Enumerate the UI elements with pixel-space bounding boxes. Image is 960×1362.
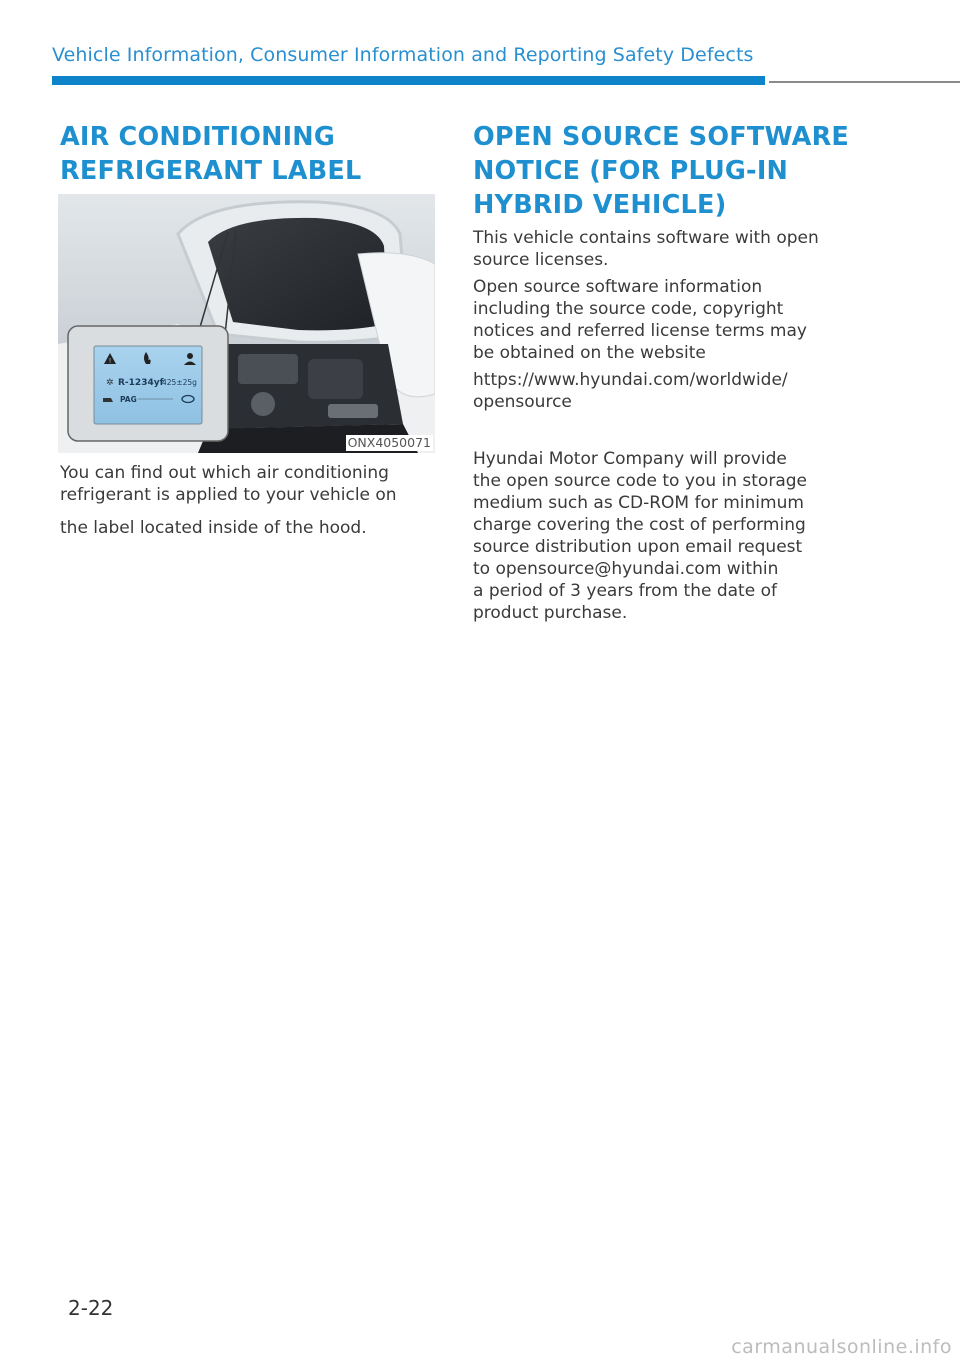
heading-line: REFRIGERANT LABEL xyxy=(60,156,362,186)
text-line: Hyundai Motor Company will provide xyxy=(473,449,787,469)
text-line: a period of 3 years from the date of xyxy=(473,581,777,601)
watermark: carmanualsonline.info xyxy=(731,1336,952,1358)
heading-line: AIR CONDITIONING xyxy=(60,122,335,152)
text-line: This vehicle contains software with open xyxy=(473,228,819,248)
heading-line: NOTICE (FOR PLUG-IN xyxy=(473,156,789,186)
text-line: to opensource@hyundai.com within xyxy=(473,559,779,579)
figure-code: ONX4050071 xyxy=(347,435,431,450)
engine-bay-illustration xyxy=(58,194,435,453)
text-line: medium such as CD-ROM for minimum xyxy=(473,493,804,513)
text-line: be obtained on the website xyxy=(473,343,706,363)
text-line: the label located inside of the hood. xyxy=(60,518,367,538)
text-line: refrigerant is applied to your vehicle on xyxy=(60,485,397,505)
text-line: the open source code to you in storage xyxy=(473,471,807,491)
label-amount: 425±25g xyxy=(162,378,197,387)
text-line: source licenses. xyxy=(473,250,609,270)
page-number: 2-22 xyxy=(68,1296,114,1320)
paragraph xyxy=(473,227,853,271)
paragraph xyxy=(473,276,853,364)
section-heading-open-source xyxy=(473,120,849,222)
text-line: charge covering the cost of performing xyxy=(473,515,806,535)
hood-label-figure xyxy=(58,194,435,453)
paragraph xyxy=(473,448,853,624)
label-oil: PAG xyxy=(120,395,137,404)
text-line: opensource xyxy=(473,392,572,412)
svg-text:✲: ✲ xyxy=(106,378,114,388)
header-bar xyxy=(52,76,765,85)
section-heading-ac-label xyxy=(60,120,361,188)
text-line: source distribution upon email request xyxy=(473,537,803,557)
text-line: including the source code, copyright xyxy=(473,299,784,319)
svg-text:!: ! xyxy=(108,357,112,365)
text-line: You can find out which air conditioning xyxy=(60,463,389,483)
text-line: Open source software information xyxy=(473,277,763,297)
paragraph xyxy=(60,517,440,539)
text-line: product purchase. xyxy=(473,603,628,623)
heading-line: HYBRID VEHICLE) xyxy=(473,190,727,220)
label-refrigerant: R-1234yf xyxy=(118,378,164,388)
text-line: https://www.hyundai.com/worldwide/ xyxy=(473,370,788,390)
heading-line: OPEN SOURCE SOFTWARE xyxy=(473,122,850,152)
website-url[interactable] xyxy=(473,369,853,413)
running-header: Vehicle Information, Consumer Information and Reporting Safety Defects xyxy=(52,44,754,66)
paragraph xyxy=(60,462,440,506)
header-rule xyxy=(769,81,960,83)
text-line: notices and referred license terms may xyxy=(473,321,807,341)
